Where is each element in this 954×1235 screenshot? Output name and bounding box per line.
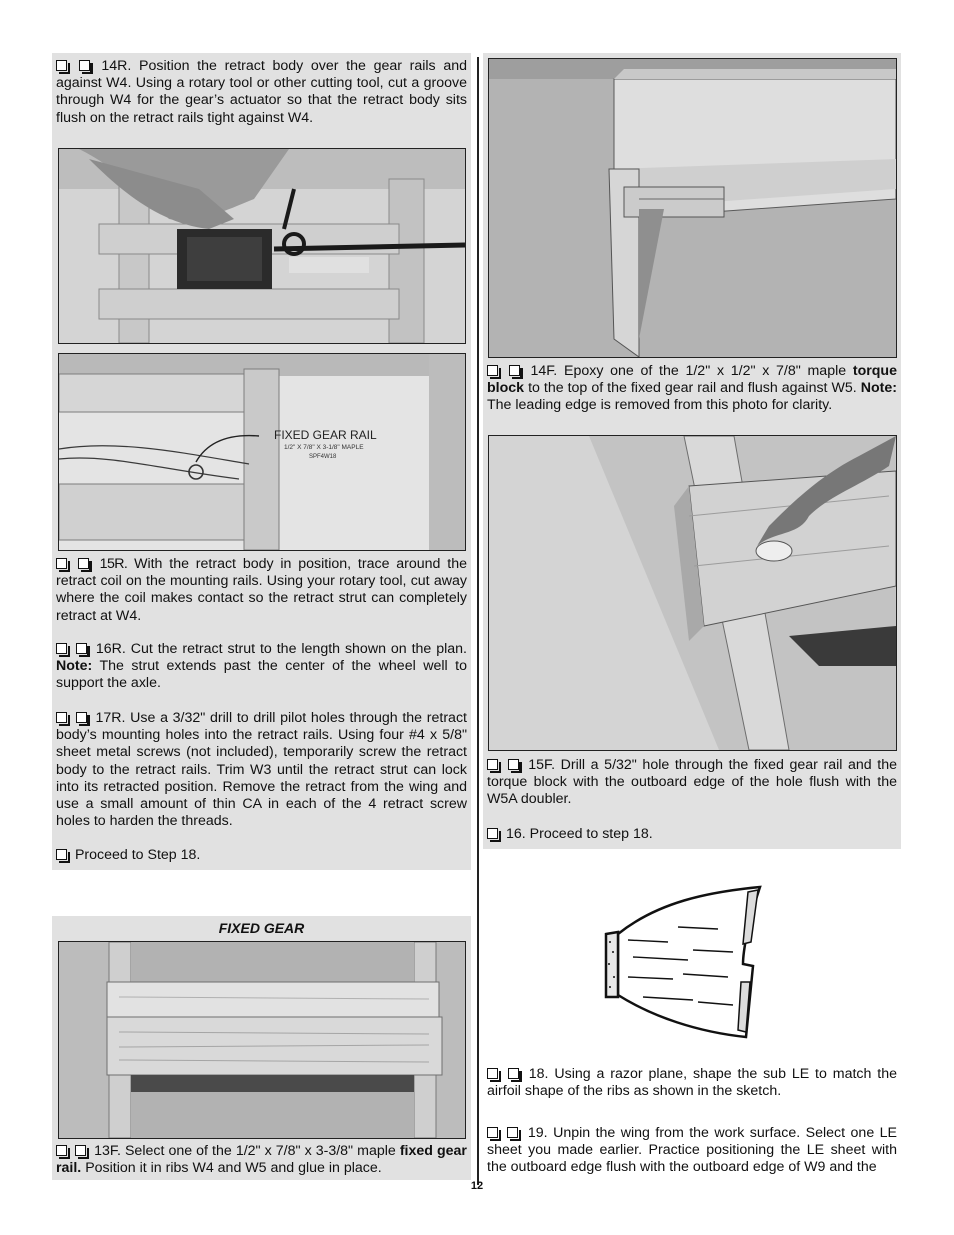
checkbox-pair[interactable] bbox=[487, 757, 523, 773]
checkbox-icon[interactable] bbox=[79, 60, 90, 71]
checkbox-icon[interactable] bbox=[76, 643, 87, 654]
step-bold-text: torque block bbox=[487, 363, 897, 397]
step-number: 16. bbox=[505, 826, 526, 842]
page-number: 12 bbox=[470, 1180, 484, 1192]
step-number: 17R. bbox=[95, 710, 126, 726]
checkbox-pair[interactable] bbox=[56, 710, 91, 726]
step-15f bbox=[487, 757, 897, 809]
step-number: 19. bbox=[527, 1125, 548, 1141]
step-14r bbox=[56, 58, 467, 127]
step-15r bbox=[56, 556, 467, 625]
checkbox-pair[interactable] bbox=[56, 58, 94, 74]
step-number: 18. bbox=[528, 1066, 549, 1082]
checkbox-icon[interactable] bbox=[76, 712, 87, 723]
checkbox-icon[interactable] bbox=[487, 1127, 498, 1138]
step-number: 16R. bbox=[95, 641, 126, 657]
checkbox-icon[interactable] bbox=[78, 558, 89, 569]
note-label: Note: bbox=[860, 380, 897, 397]
step-16r bbox=[56, 641, 467, 693]
step-text: Proceed to step 18. bbox=[529, 826, 653, 842]
step-19 bbox=[487, 1125, 897, 1177]
photo-fixed-gear-rail bbox=[58, 941, 466, 1139]
photo-gear-rail-coil bbox=[58, 353, 466, 551]
step-number: 14R. bbox=[101, 58, 132, 74]
checkbox-icon[interactable] bbox=[487, 1068, 498, 1079]
step-text: Proceed to Step 18. bbox=[74, 847, 201, 863]
step-text: Unpin the wing from the work surface. Select one LE sheet you made earlier. Practice positioning the LE sheet with the outboard edge flush with the outboard edge of W9 and the bbox=[487, 1125, 898, 1176]
step-17r bbox=[56, 710, 467, 830]
photo-drilled-torque-block bbox=[488, 435, 897, 751]
step-text: Epoxy one of the 1/2" x 1/2" x 7/8" maple bbox=[563, 363, 847, 379]
step-14f bbox=[487, 363, 897, 415]
step-text: to the top of the fixed gear rail and flush against W5. bbox=[528, 380, 857, 397]
checkbox-pair[interactable] bbox=[56, 1143, 90, 1159]
proceed-step-18-left bbox=[56, 847, 467, 864]
column-divider bbox=[477, 57, 479, 1185]
checkbox-icon[interactable] bbox=[509, 365, 520, 376]
photo-label-rail-size: 1/2" X 7/8" X 3-1/8" MAPLE bbox=[284, 444, 364, 451]
photo-label-rail-code: SPF4W18 bbox=[309, 454, 337, 460]
checkbox-pair[interactable] bbox=[487, 1125, 522, 1141]
section-heading-fixed-gear: FIXED GEAR bbox=[218, 920, 305, 936]
checkbox-icon[interactable] bbox=[507, 1127, 518, 1138]
checkbox-pair[interactable] bbox=[487, 363, 524, 379]
step-16 bbox=[487, 826, 897, 843]
checkbox-icon[interactable] bbox=[75, 1145, 86, 1156]
checkbox-icon[interactable] bbox=[56, 60, 67, 71]
checkbox-icon[interactable] bbox=[487, 828, 498, 839]
step-text: With the retract body in position, trace around the retract coil on the mounting rails. Using your rotary tool, cut away where the coil makes contact so the retract strut can completely retract at W4. bbox=[56, 556, 467, 624]
checkbox-pair[interactable] bbox=[487, 1066, 523, 1082]
step-text: Position it in ribs W4 and W5 and glue in place. bbox=[85, 1160, 382, 1177]
checkbox-pair[interactable] bbox=[56, 641, 91, 657]
checkbox-icon[interactable] bbox=[508, 759, 519, 770]
photo-retract-in-hand bbox=[58, 148, 466, 344]
checkbox-icon[interactable] bbox=[487, 759, 498, 770]
step-text: Cut the retract strut to the length shown on the plan. bbox=[130, 641, 467, 657]
checkbox-icon[interactable] bbox=[56, 1145, 67, 1156]
step-bold-text: fixed gear rail. bbox=[56, 1143, 467, 1177]
step-number: 13F. bbox=[94, 1143, 121, 1159]
step-text: Use a 3/32" drill to drill pilot holes through the retract body’s mounting holes into the retract rails. Using four #4 x 5/8" sheet metal screws (not included), temporarily screw the retract body to the retract rails. Trim W3 until the retract strut can lock into its retracted position. Remove the retract from the wing and use a small amount of thin CA in each of the 4 retract screw holes to harden the threads. bbox=[56, 710, 467, 830]
checkbox-icon[interactable] bbox=[56, 558, 67, 569]
sketch-sub-le-airfoil bbox=[598, 882, 768, 1042]
checkbox-icon[interactable] bbox=[487, 365, 498, 376]
step-number: 14F. bbox=[530, 363, 558, 379]
checkbox-icon[interactable] bbox=[56, 712, 67, 723]
note-label: Note: bbox=[56, 658, 93, 675]
step-text: Position the retract body over the gear rails and against W4. Using a rotary tool or other cutting tool, cut a groove through W4 for the gear’s actuator so that the retract body sits flush on the retract rails tight against W4. bbox=[56, 58, 467, 126]
step-number: 15F. bbox=[528, 757, 556, 773]
step-number: 15R. bbox=[99, 556, 128, 572]
photo-label-rail: FIXED GEAR RAIL bbox=[274, 428, 377, 442]
photo-torque-block bbox=[488, 58, 897, 358]
step-text: Using a razor plane, shape the sub LE to match the airfoil shape of the ribs as shown in the sketch. bbox=[487, 1066, 897, 1100]
step-text: The strut extends past the center of the wheel well to support the axle. bbox=[56, 658, 467, 692]
step-13f bbox=[56, 1143, 467, 1177]
checkbox-icon[interactable] bbox=[56, 849, 67, 860]
checkbox-icon[interactable] bbox=[508, 1068, 519, 1079]
step-18 bbox=[487, 1066, 897, 1100]
step-text: Select one of the 1/2" x 7/8" x 3-3/8" maple bbox=[124, 1143, 396, 1159]
step-text: The leading edge is removed from this photo for clarity. bbox=[487, 397, 833, 414]
checkbox-icon[interactable] bbox=[56, 643, 67, 654]
checkbox-pair[interactable] bbox=[56, 556, 93, 572]
step-text: Drill a 5/32" hole through the fixed gear rail and the torque block with the outboard edge of the hole flush with the W5A doubler. bbox=[487, 757, 897, 808]
